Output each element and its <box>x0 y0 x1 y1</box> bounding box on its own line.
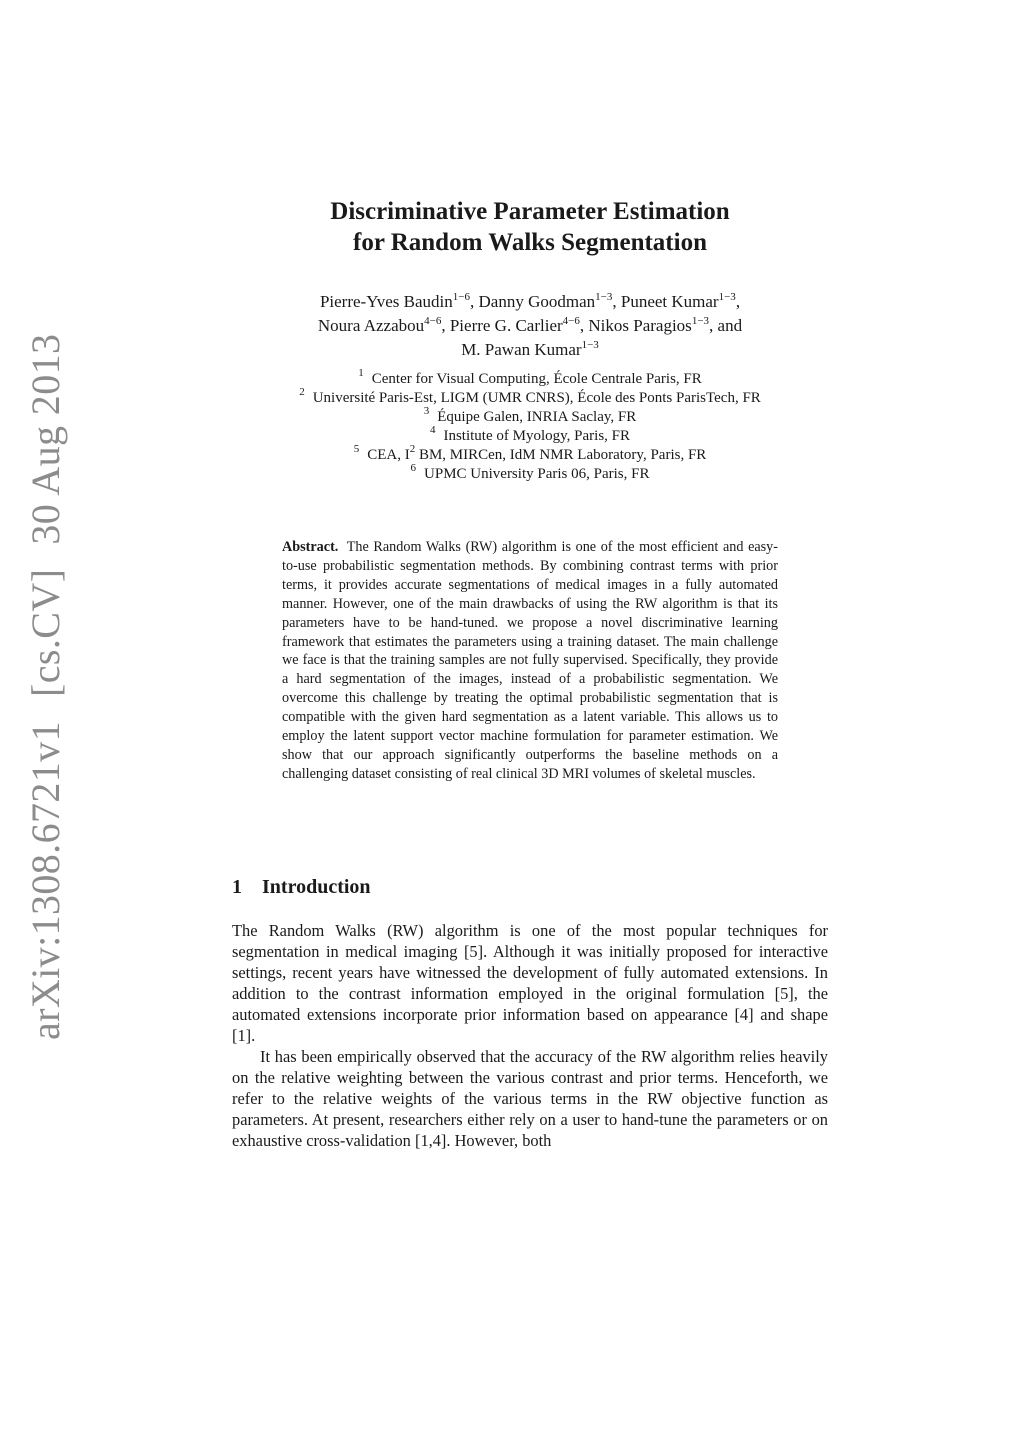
author-separator: , <box>470 292 479 311</box>
section-title: Introduction <box>262 876 371 898</box>
paragraph-text: . <box>251 1026 256 1045</box>
affiliation-number: 5 <box>353 443 360 455</box>
affiliation-item <box>232 424 828 446</box>
section-number: 1 <box>232 876 242 898</box>
citation-link[interactable]: [5] <box>774 984 794 1003</box>
paragraph-text: , the automated extensions incorporate prior information based on appearance <box>232 984 828 1024</box>
citation-link[interactable]: [5] <box>463 942 484 961</box>
author-name: Puneet Kumar <box>620 292 719 311</box>
author-affiliation-mark: 1−3 <box>595 291 613 303</box>
arxiv-identifier-stamp <box>20 333 72 1040</box>
affiliation-text: UPMC University Paris 06, Paris, FR <box>424 466 650 482</box>
author-separator: , <box>441 316 450 335</box>
abstract-text: The Random Walks (RW) algorithm is one of the most efficient and easy-to-use probabilistic segmentation methods. By combining contrast terms with prior terms, it provides accurate segmentations of medical images in a fully automated manner. However, one of the main drawbacks of using the RW algorithm is that its parameters have to be hand-tuned. we propose a novel discriminative learning framework that estimates the parameters using a training dataset. The main challenge we face is that the training samples are not fully supervised. Specifically, they provide a hard segmentation of the images, instead of a probabilistic segmentation. We overcome this challenge by treating the optimal probabilistic segmentation that is compatible with the given hard segmentation as a latent variable. This allows us to employ the latent support vector machine formulation for parameter estimation. We show that our approach significantly outperforms the baseline methods on a challenging dataset consisting of real clinical 3D MRI volumes of skeletal muscles. <box>282 539 778 782</box>
affiliation-text: CEA, I <box>367 447 410 463</box>
author-name: Noura Azzabou <box>317 316 425 335</box>
affiliation-text: BM, MIRCen, IdM NMR Laboratory, Paris, FR <box>415 447 707 463</box>
title-line-2: for Random Walks Segmentation <box>353 229 707 256</box>
author-separator: , <box>735 292 741 311</box>
author-name: Pierre-Yves Baudin <box>319 292 453 311</box>
affiliation-item <box>232 386 828 408</box>
affiliation-number: 6 <box>410 462 417 474</box>
affiliation-number: 1 <box>358 367 364 379</box>
paragraph-text: and shape <box>753 1005 828 1024</box>
paragraph <box>232 920 828 1046</box>
affiliation-item <box>232 443 828 465</box>
author-separator: , <box>579 316 589 335</box>
author-name: M. Pawan Kumar <box>461 340 582 359</box>
author-affiliation-mark: 1−6 <box>452 291 471 303</box>
affiliation-text: Université Paris-Est, LIGM (UMR CNRS), École des Ponts ParisTech, FR <box>312 390 761 406</box>
paragraph-text: It has been empirically observed that the accuracy of the RW algorithm relies heavily on the relative weighting between the various contrast and prior terms. Henceforth, we refer to the relative weights of the various terms in the RW objective function as parameters. At present, researchers either rely on a user to hand-tune the parameters or on exhaustive cross-validation <box>232 1047 828 1150</box>
affiliation-number: 2 <box>299 386 305 398</box>
author-affiliation-mark: 1−3 <box>691 315 710 327</box>
citation-link[interactable]: [1,4] <box>414 1131 447 1150</box>
paragraph-text: . Although it was initially proposed for interactive settings, recent years have witnessed the development of fully automated extensions. In addition to the contrast information employed in the original formulation <box>232 942 828 1003</box>
affiliation-item <box>232 367 828 389</box>
author-separator: , and <box>709 316 743 335</box>
affiliation-item <box>232 462 828 484</box>
author-separator: , <box>612 292 621 311</box>
arxiv-id: arXiv:1308.6721v1 <box>23 721 68 1040</box>
affiliation-text: Center for Visual Computing, École Centrale Paris, FR <box>371 371 702 387</box>
abstract-label: Abstract. <box>282 539 339 555</box>
author-affiliation-mark: 4−6 <box>562 315 580 327</box>
affiliation-list <box>232 367 828 484</box>
arxiv-date: 30 Aug 2013 <box>23 333 68 545</box>
paper-title <box>232 196 828 258</box>
affiliation-item <box>232 405 828 427</box>
body-text <box>232 920 828 1151</box>
affiliation-superscript: 2 <box>409 443 416 455</box>
author-name: Nikos Paragios <box>588 316 692 335</box>
paragraph-text: The Random Walks (RW) algorithm is one of the most popular techniques for segmentation in medical imaging <box>232 921 828 961</box>
title-line-1: Discriminative Parameter Estimation <box>330 198 730 225</box>
section-heading <box>232 874 371 900</box>
author-affiliation-mark: 4−6 <box>424 315 442 327</box>
author-name: Danny Goodman <box>478 292 596 311</box>
author-affiliation-mark: 1−3 <box>581 339 599 351</box>
citation-link[interactable]: [4] <box>734 1005 754 1024</box>
author-line-1 <box>232 290 828 314</box>
paragraph <box>232 1046 828 1151</box>
citation-link[interactable]: [1] <box>232 1026 252 1045</box>
author-line-2 <box>232 314 828 338</box>
author-list <box>232 290 828 362</box>
arxiv-category: [cs.CV] <box>23 568 68 697</box>
affiliation-number: 3 <box>423 405 430 417</box>
author-affiliation-mark: 1−3 <box>718 291 736 303</box>
paragraph-text: . However, both <box>446 1131 552 1150</box>
affiliation-text: Institute of Myology, Paris, FR <box>443 428 631 444</box>
author-line-3 <box>232 338 828 362</box>
affiliation-number: 4 <box>429 424 436 436</box>
abstract <box>282 538 778 784</box>
author-name: Pierre G. Carlier <box>449 316 563 335</box>
affiliation-text: Équipe Galen, INRIA Saclay, FR <box>437 409 637 425</box>
